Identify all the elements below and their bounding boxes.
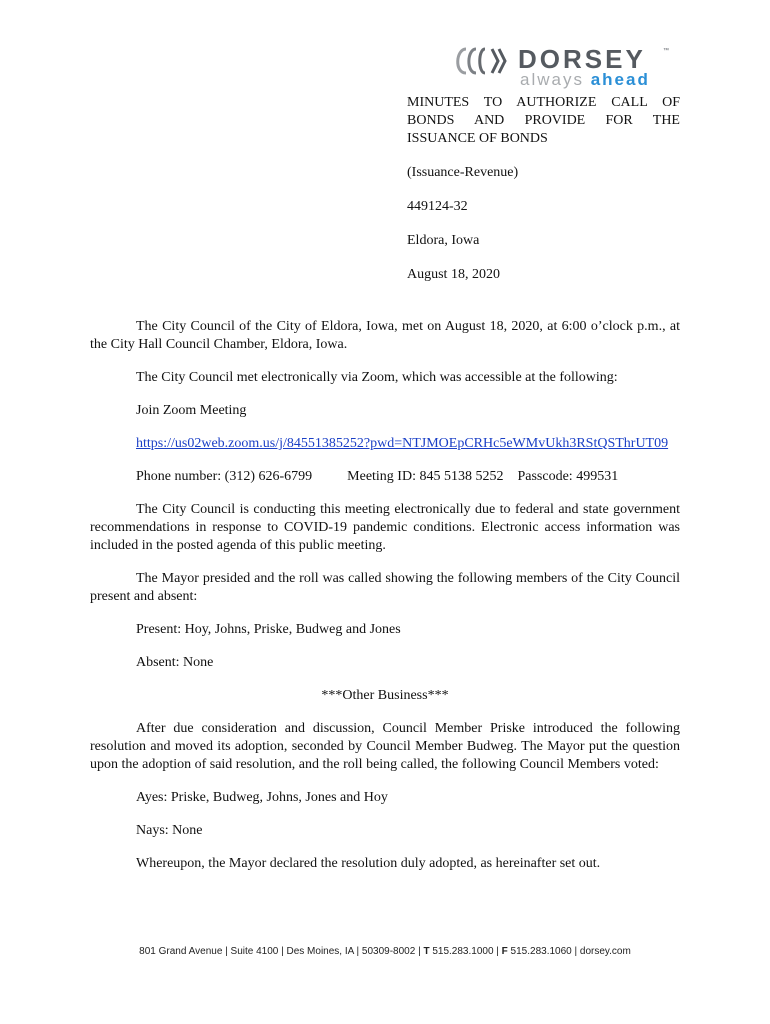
ayes-vote: Ayes: Priske, Budweg, Johns, Jones and Hoy xyxy=(136,790,388,805)
issuance-type: (Issuance-Revenue) xyxy=(407,165,519,180)
document-location: Eldora, Iowa xyxy=(407,233,480,248)
phone-number: Phone number: (312) 626-6799 xyxy=(136,469,313,484)
absent-members: Absent: None xyxy=(136,655,214,670)
footer-f-label: F xyxy=(501,946,508,957)
paragraph-roll-call: The Mayor presided and the roll was called showing the following members of the City Council present and absent: xyxy=(90,571,680,604)
paragraph-resolution: After due consideration and discussion, Council Member Priske introduced the following resolution and moved its adoption, seconded by Council Member Budweg. The Mayor put the question upon the adoption of said resolution, and the roll being called, the following Council Members voted: xyxy=(90,721,680,772)
minutes-body xyxy=(90,318,680,873)
trademark-symbol: ™ xyxy=(663,48,669,54)
join-zoom-label: Join Zoom Meeting xyxy=(136,403,247,418)
footer-address: 801 Grand Avenue | Suite 4100 | Des Moines, IA | 50309-8002 | xyxy=(139,946,424,957)
passcode: Passcode: 499531 xyxy=(517,469,619,484)
nays-vote: Nays: None xyxy=(136,823,203,838)
tagline-ahead: ahead xyxy=(590,70,650,89)
zoom-meeting-link[interactable]: https://us02web.zoom.us/j/84551385252?pwd=NTJMOEpCRHc5eWMvUkh3RStQSThrUT09 xyxy=(136,436,669,451)
footer-t-label: T xyxy=(423,946,430,957)
page-footer xyxy=(0,946,770,957)
logo-tagline xyxy=(520,70,650,90)
meeting-id: Meeting ID: 845 5138 5252 xyxy=(347,469,504,484)
paragraph-adopted: Whereupon, the Mayor declared the resolution duly adopted, as hereinafter set out. xyxy=(136,856,601,871)
paragraph-zoom: The City Council met electronically via Zoom, which was accessible at the following: xyxy=(136,370,618,385)
paragraph-electronic: The City Council is conducting this meeting electronically due to federal and state government recommendations in response to COVID-19 pandemic conditions. Electronic access information was included in the posted agenda of this public meeting. xyxy=(90,502,680,553)
document-date: August 18, 2020 xyxy=(407,267,500,282)
document-header xyxy=(407,94,680,284)
document-title xyxy=(407,94,680,148)
footer-phone: 515.283.1000 | xyxy=(429,946,502,957)
title-line-1: MINUTES TO AUTHORIZE CALL OF BONDS AND PROVIDE FOR THE xyxy=(407,95,680,128)
document-number: 449124-32 xyxy=(407,199,468,214)
other-business-heading: ***Other Business*** xyxy=(321,688,449,703)
dorsey-logo xyxy=(452,42,682,92)
footer-fax-website: 515.283.1060 | dorsey.com xyxy=(507,946,631,957)
tagline-always: always xyxy=(520,70,584,89)
title-line-2: ISSUANCE OF BONDS xyxy=(407,131,548,146)
present-members: Present: Hoy, Johns, Priske, Budweg and Jones xyxy=(136,622,401,637)
dorsey-swoosh-icon xyxy=(452,46,514,76)
paragraph-meeting: The City Council of the City of Eldora, Iowa, met on August 18, 2020, at 6:00 o’clock p.m., at the City Hall Council Chamber, Eldora, Iowa. xyxy=(90,319,680,352)
logo-wordmark: DORSEY xyxy=(518,44,646,74)
dial-in-info xyxy=(90,468,680,486)
